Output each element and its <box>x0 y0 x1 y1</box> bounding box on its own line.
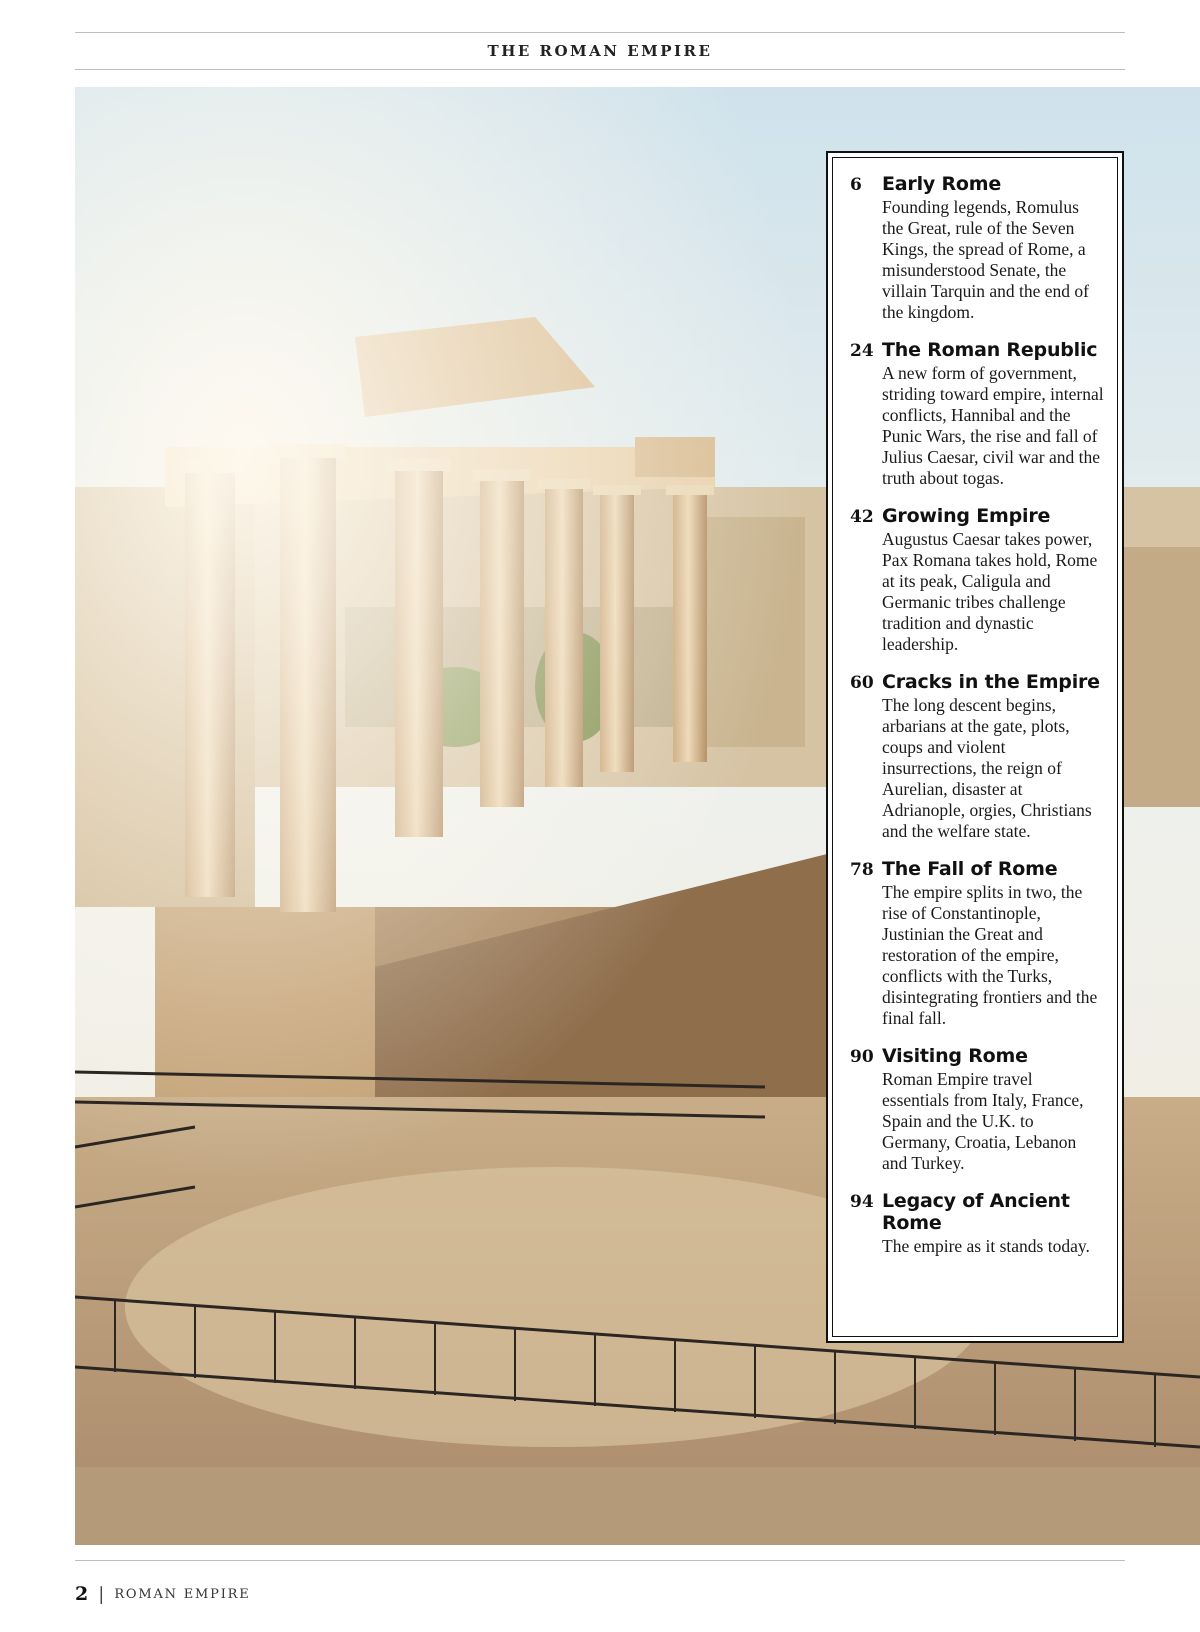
toc-page-number: 42 <box>850 507 874 527</box>
toc-entry[interactable] <box>850 1190 1104 1257</box>
toc-entry[interactable] <box>850 339 1104 489</box>
toc-entry[interactable] <box>850 505 1104 655</box>
toc-page-number: 78 <box>850 860 874 880</box>
footer-separator: | <box>98 1583 105 1605</box>
toc-entry[interactable] <box>850 173 1104 323</box>
toc-page-number: 6 <box>850 175 862 195</box>
table-of-contents <box>826 151 1124 1343</box>
toc-entry-title: The Fall of Rome <box>882 858 1058 880</box>
footer-page-number: 2 <box>75 1583 89 1605</box>
toc-entry-description: The empire splits in two, the rise of Constantinople, Justinian the Great and restoration of the empire, conflicts with the Turks, disintegrating frontiers and the final fall. <box>882 882 1098 1028</box>
toc-page-number: 94 <box>850 1192 874 1212</box>
toc-page-number: 90 <box>850 1047 874 1067</box>
toc-page-number: 24 <box>850 341 874 361</box>
toc-entry-description: Founding legends, Romulus the Great, rule of the Seven Kings, the spread of Rome, a misunderstood Senate, the villain Tarquin and the end of the kingdom. <box>882 197 1089 322</box>
page-footer <box>75 1582 251 1606</box>
toc-entry-title: Legacy of Ancient Rome <box>882 1190 1070 1234</box>
toc-entry[interactable] <box>850 671 1104 842</box>
toc-page-number: 60 <box>850 673 874 693</box>
toc-entry-description: The empire as it stands today. <box>882 1236 1090 1256</box>
toc-entry-title: Early Rome <box>882 173 1002 195</box>
toc-entry-title: Growing Empire <box>882 505 1051 527</box>
toc-entry-title: Cracks in the Empire <box>882 671 1100 693</box>
toc-entry-title: Visiting Rome <box>882 1045 1028 1067</box>
footer-divider <box>75 1560 1125 1561</box>
running-header: THE ROMAN EMPIRE <box>75 32 1125 70</box>
toc-entry-description: The long descent begins, arbarians at the gate, plots, coups and violent insurrections, the reign of Aurelian, disaster at Adrianople, orgies, Christians and the welfare state. <box>882 695 1092 841</box>
toc-entry-description: Roman Empire travel essentials from Italy, France, Spain and the U.K. to Germany, Croatia, Lebanon and Turkey. <box>882 1069 1084 1173</box>
toc-entry[interactable] <box>850 1045 1104 1174</box>
toc-entry-description: Augustus Caesar takes power, Pax Romana takes hold, Rome at its peak, Caligula and Germanic tribes challenge tradition and dynastic leadership. <box>882 529 1098 654</box>
footer-publication-name: ROMAN EMPIRE <box>114 1586 251 1602</box>
toc-entry-description: A new form of government, striding toward empire, internal conflicts, Hannibal and the Punic Wars, the rise and fall of Julius Caesar, civil war and the truth about togas. <box>882 363 1104 488</box>
toc-entry-title: The Roman Republic <box>882 339 1098 361</box>
toc-entry[interactable] <box>850 858 1104 1029</box>
